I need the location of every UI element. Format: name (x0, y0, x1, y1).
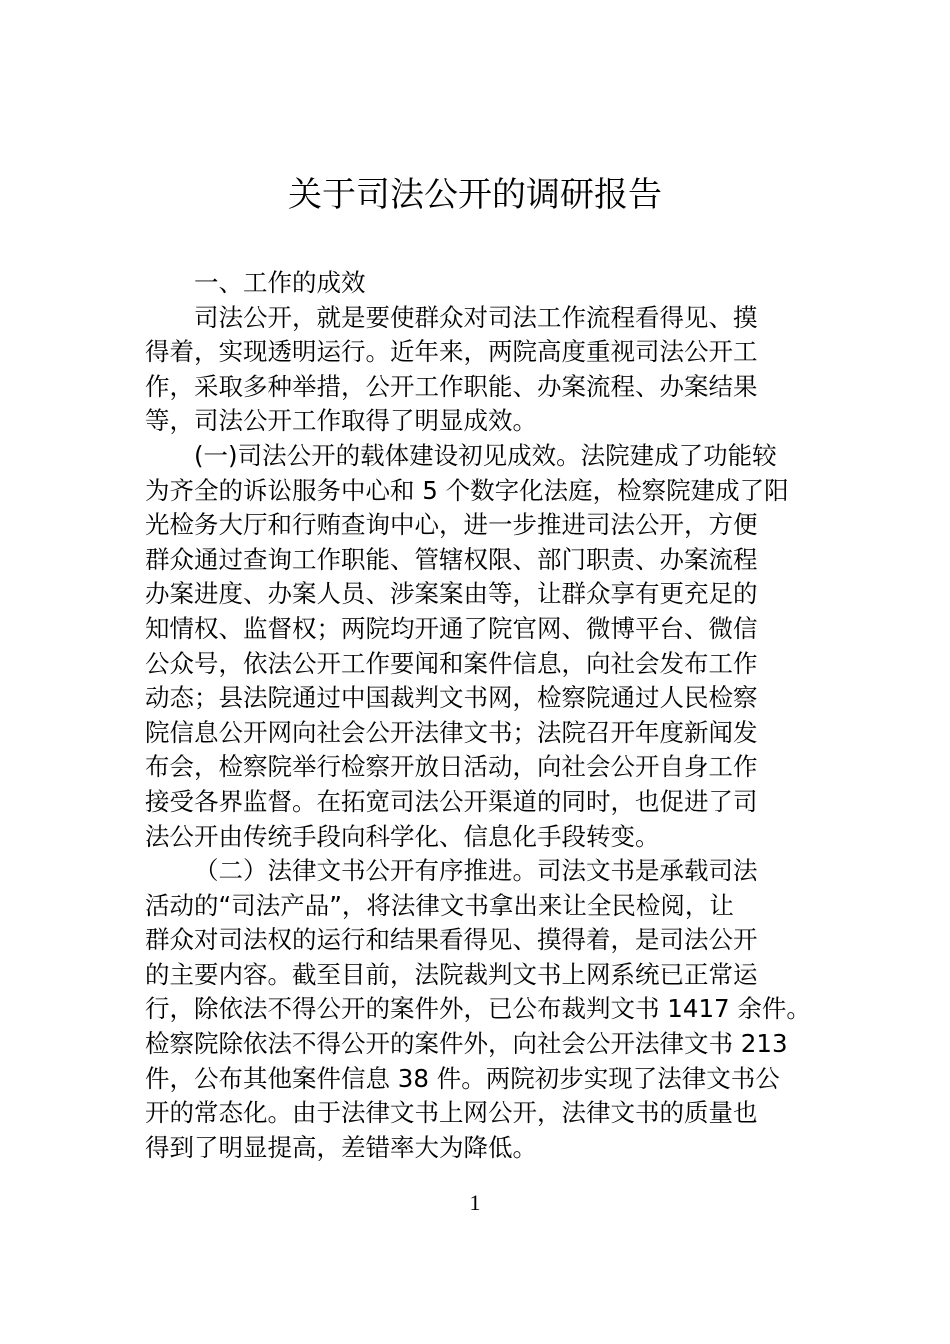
text-line: 为齐全的诉讼服务中心和 5 个数字化法庭，检察院建成了阳 (145, 475, 789, 505)
text-line: 作，采取多种举措，公开工作职能、办案流程、办案结果 (145, 371, 758, 401)
text-line: 的主要内容。截至目前，法院裁判文书上网系统已正常运 (145, 959, 758, 989)
text-line: 司法公开，就是要使群众对司法工作流程看得见、摸 (194, 302, 758, 332)
document-body (145, 266, 815, 1165)
document-title: 关于司法公开的调研报告 (288, 175, 662, 215)
text-line: 光检务大厅和行贿查询中心，进一步推进司法公开，方便 (145, 510, 758, 540)
text-line: 等，司法公开工作取得了明显成效。 (145, 406, 537, 436)
text-line: 开的常态化。由于法律文书上网公开，法律文书的质量也 (145, 1098, 758, 1128)
text-line: 得到了明显提高，差错率大为降低。 (145, 1132, 537, 1162)
text-line: 法公开由传统手段向科学化、信息化手段转变。 (145, 821, 660, 851)
text-line: 办案进度、办案人员、涉案案由等，让群众享有更充足的 (145, 579, 758, 609)
text-line: 件，公布其他案件信息 38 件。两院初步实现了法律文书公 (145, 1063, 780, 1093)
text-line: 动态；县法院通过中国裁判文书网，检察院通过人民检察 (145, 683, 758, 713)
text-line: 院信息公开网向社会公开法律文书；法院召开年度新闻发 (145, 717, 758, 747)
text-line: 得着，实现透明运行。近年来，两院高度重视司法公开工 (145, 337, 758, 367)
text-line: 活动的“司法产品”，将法律文书拿出来让全民检阅，让 (145, 890, 734, 920)
text-line: 群众通过查询工作职能、管辖权限、部门职责、办案流程 (145, 544, 758, 574)
page-number: 1 (469, 1190, 481, 1215)
text-line: （二）法律文书公开有序推进。司法文书是承载司法 (194, 856, 758, 886)
text-line: 群众对司法权的运行和结果看得见、摸得着，是司法公开 (145, 925, 758, 955)
text-line: 检察院除依法不得公开的案件外，向社会公开法律文书 213 (145, 1029, 788, 1059)
text-line: 接受各界监督。在拓宽司法公开渠道的同时，也促进了司 (145, 786, 758, 816)
text-line: 行，除依法不得公开的案件外，已公布裁判文书 1417 余件。 (145, 994, 811, 1024)
text-line: (一)司法公开的载体建设初见成效。法院建成了功能较 (194, 440, 777, 470)
text-line: 一、工作的成效 (194, 268, 366, 297)
text-line: 公众号，依法公开工作要闻和案件信息，向社会发布工作 (145, 648, 758, 678)
text-line: 知情权、监督权；两院均开通了院官网、微博平台、微信 (145, 613, 758, 643)
text-line: 布会，检察院举行检察开放日活动，向社会公开自身工作 (145, 752, 758, 782)
